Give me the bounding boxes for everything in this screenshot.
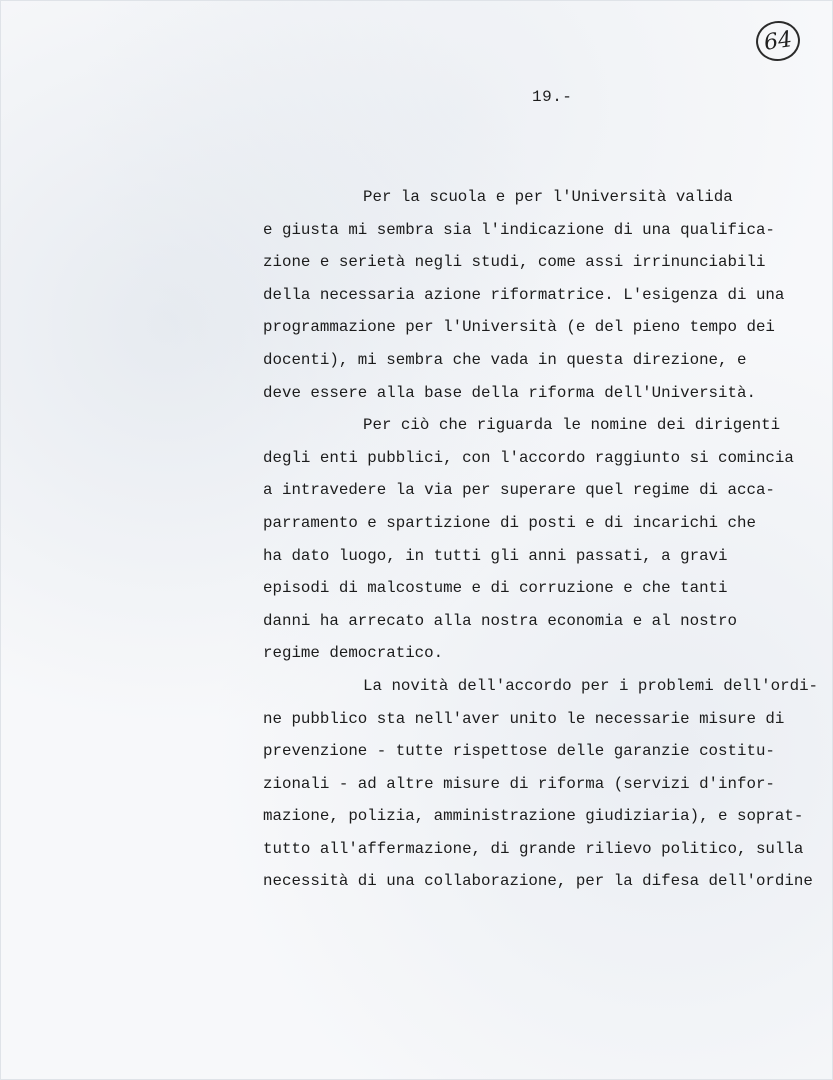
paragraph-1-line-6: docenti), mi sembra che vada in questa direzione, e	[263, 350, 747, 369]
archive-number-text: 64	[762, 26, 794, 56]
paragraph-2-line-4: parramento e spartizione di posti e di incarichi che	[263, 513, 756, 532]
paragraph-2-line-7: danni ha arrecato alla nostra economia e al nostro	[263, 611, 737, 630]
paragraph-3-line-3: prevenzione - tutte rispettose delle garanzie costitu-	[263, 742, 775, 761]
paragraph-2-line-1: Per ciò che riguarda le nomine dei dirigenti	[363, 416, 781, 435]
paragraph-3-line-5: mazione, polizia, amministrazione giudiziaria), e soprat-	[263, 807, 804, 826]
paragraph-1-line-7: deve essere alla base della riforma dell'Università.	[263, 383, 756, 402]
paragraph-1-line-1: Per la scuola e per l'Università valida	[363, 188, 733, 206]
paragraph-2-line-8: regime democratico.	[263, 644, 444, 663]
paragraph-3-line-7: necessità di una collaborazione, per la difesa dell'ordine	[263, 872, 813, 891]
paragraph-1-line-5: programmazione per l'Università (e del pieno tempo dei	[263, 318, 775, 337]
paragraph-2-line-3: a intravedere la via per superare quel regime di acca-	[263, 481, 775, 500]
paragraph-1-line-2: e giusta mi sembra sia l'indicazione di una qualifica-	[263, 220, 775, 239]
page-number: 19.-	[532, 88, 573, 106]
paragraph-1-line-4: della necessaria azione riformatrice. L'esigenza di una	[263, 285, 785, 304]
paragraph-3-line-1: La novità dell'accordo per i problemi dell'ordi-	[363, 676, 819, 695]
paragraph-1-line-3: zione e serietà negli studi, come assi irrinunciabili	[263, 253, 766, 272]
paragraph-2-line-2: degli enti pubblici, con l'accordo raggiunto si comincia	[263, 448, 794, 467]
paragraph-2-line-5: ha dato luogo, in tutti gli anni passati, a gravi	[263, 546, 728, 565]
paragraph-3-line-2: ne pubblico sta nell'aver unito le necessarie misure di	[263, 709, 785, 728]
paragraph-3-line-4: zionali - ad altre misure di riforma (servizi d'infor-	[263, 774, 775, 793]
paragraph-2-line-6: episodi di malcostume e di corruzione e che tanti	[263, 579, 728, 598]
body-text	[263, 181, 833, 898]
paragraph-3-line-6: tutto all'affermazione, di grande rilievo politico, sulla	[263, 839, 804, 858]
archive-number-stamp	[753, 18, 802, 64]
